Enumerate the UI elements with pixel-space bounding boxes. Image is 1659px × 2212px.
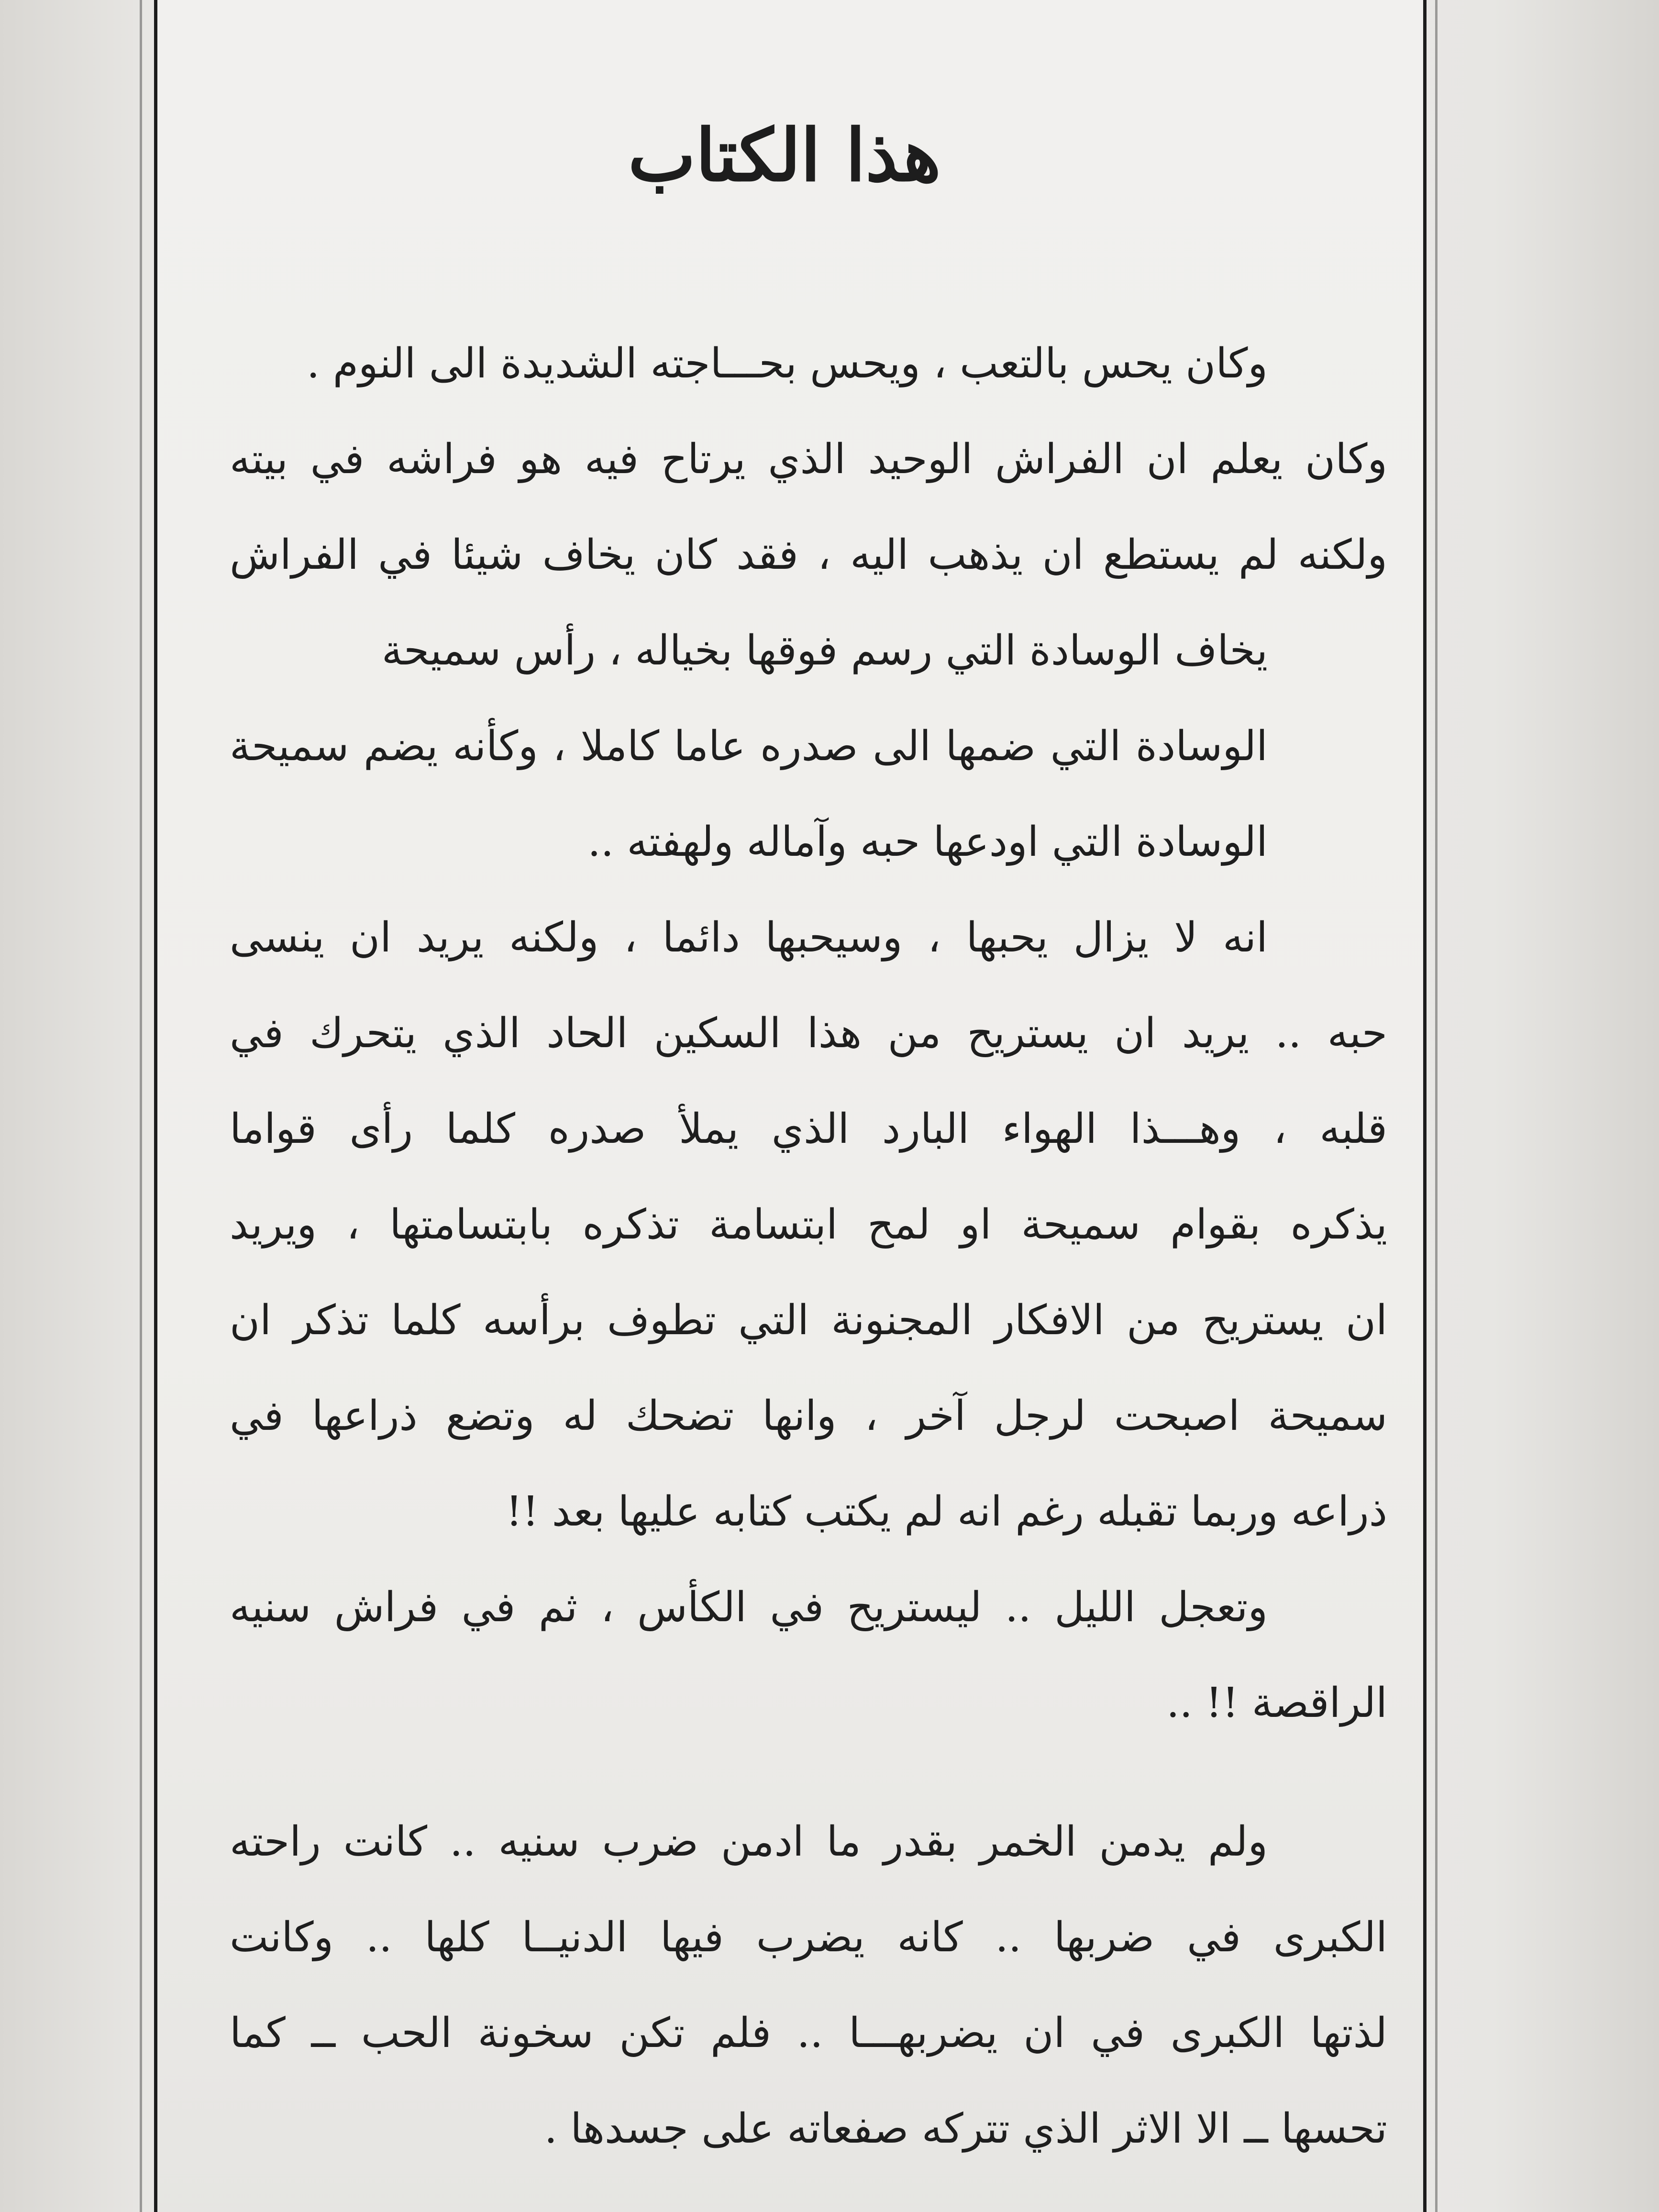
text-line: ولم يدمن الخمر بقدر ما ادمن ضرب سنيه .. كانت راحته bbox=[230, 1818, 1268, 1866]
page-body bbox=[230, 316, 1387, 2177]
text-line: انه لا يزال يحبها ، وسيحبها دائما ، ولكنه يريد ان ينسى bbox=[230, 914, 1268, 962]
page-title: هذا الكتاب bbox=[628, 113, 941, 198]
text-line: لذتها الكبرى في ان يضربهـــا .. فلم تكن سخونة الحب ــ كما bbox=[230, 2009, 1387, 2057]
text-line: ذراعه وربما تقبله رغم انه لم يكتب كتابه عليها بعد !! bbox=[506, 1488, 1387, 1536]
text-line: ان يستريح من الافكار المجنونة التي تطوف برأسه كلما تذكر ان bbox=[230, 1296, 1387, 1344]
text-line: الوسادة التي اودعها حبه وآماله ولهفته .. bbox=[587, 818, 1268, 866]
text-line: سميحة اصبحت لرجل آخر ، وانها تضحك له وتضع ذراعها في bbox=[230, 1392, 1387, 1440]
text-line: وكان يعلم ان الفراش الوحيد الذي يرتاح فيه هو فراشه في بيته bbox=[230, 435, 1387, 483]
book-edge-right bbox=[1435, 0, 1438, 2212]
text-line: الكبرى في ضربها .. كانه يضرب فيها الدنيــا كلها .. وكانت bbox=[230, 1913, 1387, 1961]
text-line: تحسها ــ الا الاثر الذي تتركه صفعاته على جسدها . bbox=[544, 2105, 1387, 2153]
text-line: الراقصة !! .. bbox=[1166, 1679, 1387, 1727]
paragraph-gap bbox=[230, 1751, 1387, 1794]
text-line: يذكره بقوام سميحة او لمح ابتسامة تذكره بابتسامتها ، ويريد bbox=[230, 1201, 1387, 1249]
text-line: الوسادة التي ضمها الى صدره عاما كاملا ، وكأنه يضم سميحة bbox=[230, 722, 1268, 770]
text-line: قلبه ، وهـــذا الهواء البارد الذي يملأ صدره كلما رأى قواما bbox=[230, 1105, 1387, 1153]
text-line: وكان يحس بالتعب ، ويحس بحـــاجته الشديدة الى النوم . bbox=[307, 340, 1268, 387]
text-line: ولكنه لم يستطع ان يذهب اليه ، فقد كان يخاف شيئا في الفراش bbox=[230, 531, 1387, 579]
book-edge-left bbox=[140, 0, 142, 2212]
text-line: يخاف الوسادة التي رسم فوقها بخياله ، رأس سميحة bbox=[381, 627, 1268, 675]
text-line: حبه .. يريد ان يستريح من هذا السكين الحاد الذي يتحرك في bbox=[230, 1009, 1387, 1057]
text-line: وتعجل الليل .. ليستريح في الكأس ، ثم في فراش سنيه bbox=[230, 1583, 1268, 1631]
